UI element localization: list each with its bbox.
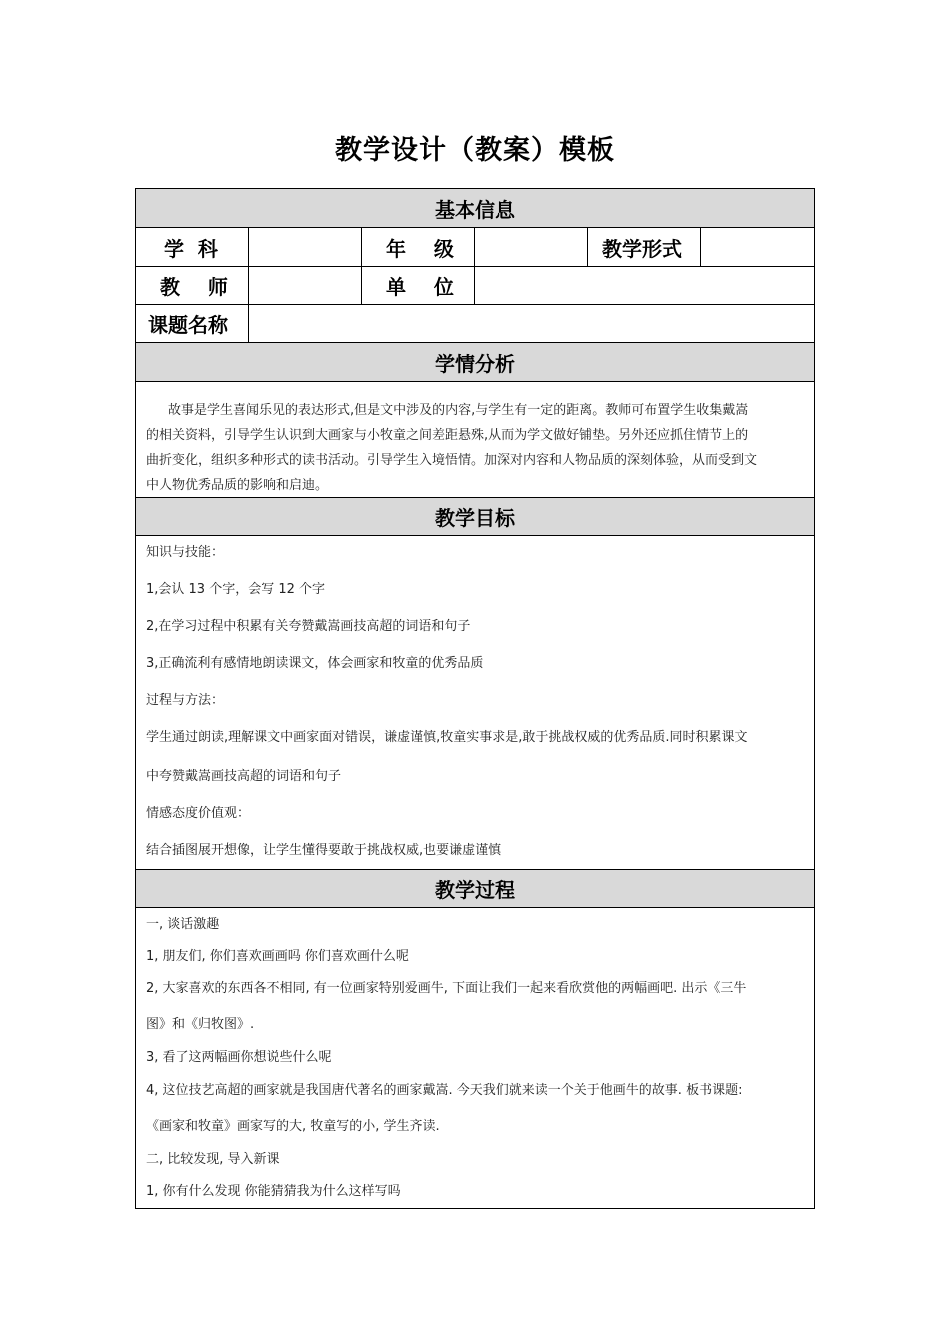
analysis-line: 中人物优秀品质的影响和启迪。 [146,478,329,493]
process-line: 4, 这位技艺高超的画家就是我国唐代著名的画家戴嵩. 今天我们就来读一个关于他画牛的故事. 板书课题: [146,1083,743,1098]
objective-line: 结合插图展开想像，让学生懂得要敢于挑战权威,也要谦虚谨慎 [146,843,502,858]
basic-row-2 [136,266,814,304]
objective-line: 学生通过朗读,理解课文中画家面对错误，谦虚谨慎,牧童实事求是,敢于挑战权威的优秀品质.同时积累课文 [146,730,748,745]
basic-row-3 [136,304,814,342]
process-line: 一, 谈话激趣 [146,917,220,932]
grade-value[interactable] [475,228,588,266]
form-value[interactable] [701,228,814,266]
objective-line: 3,正确流利有感情地朗读课文，体会画家和牧童的优秀品质 [146,656,484,671]
grade-label: 年 级 [362,228,475,266]
topic-value[interactable] [249,305,814,342]
unit-value[interactable] [475,267,814,304]
process-header: 教学过程 [136,869,814,907]
process-body [136,907,814,1208]
page-title: 教学设计（教案）模板 [335,135,615,166]
objective-line: 情感态度价值观： [146,806,251,821]
analysis-line: 的相关资料，引导学生认识到大画家与小牧童之间差距悬殊,从而为学文做好铺垫。另外还应抓住情节上的 [146,428,749,443]
process-line: 1, 你有什么发现 你能猜猜我为什么这样写吗 [146,1184,401,1199]
process-line: 图》和《归牧图》. [146,1017,255,1032]
unit-label: 单 位 [362,267,475,304]
objective-line: 过程与方法： [146,693,225,708]
objective-line: 中夸赞戴嵩画技高超的词语和句子 [146,769,342,784]
process-line: 2, 大家喜欢的东西各不相同, 有一位画家特别爱画牛, 下面让我们一起来看欣赏他的两幅画吧. 出示《三牛 [146,981,747,996]
basic-row-1 [136,227,814,266]
objective-line: 知识与技能： [146,545,225,560]
form-label: 教学形式 [588,228,701,266]
teacher-value[interactable] [249,267,362,304]
process-line: 《画家和牧童》画家写的大, 牧童写的小, 学生齐读. [146,1119,440,1134]
objective-line: 2,在学习过程中积累有关夸赞戴嵩画技高超的词语和句子 [146,619,471,634]
subject-value[interactable] [249,228,362,266]
process-line: 1, 朋友们, 你们喜欢画画吗 你们喜欢画什么呢 [146,949,409,964]
process-line: 3, 看了这两幅画你想说些什么呢 [146,1050,332,1065]
analysis-line: 故事是学生喜闻乐见的表达形式,但是文中涉及的内容,与学生有一定的距离。教师可布置学生收集戴嵩 [168,403,749,418]
basic-info-header: 基本信息 [136,189,814,227]
teacher-label: 教 师 [136,267,249,304]
subject-label: 学 科 [136,228,249,266]
topic-label: 课题名称 [136,305,249,342]
analysis-line: 曲折变化，组织多种形式的读书活动。引导学生入境悟情。加深对内容和人物品质的深刻体验，从而受到文 [146,453,758,468]
objectives-body [136,535,814,869]
analysis-header: 学情分析 [136,342,814,381]
analysis-body [136,381,814,497]
lesson-plan-table [135,188,815,1209]
objective-line: 1,会认 13 个字，会写 12 个字 [146,582,326,597]
analysis-paragraph [146,398,810,498]
process-line: 二, 比较发现, 导入新课 [146,1152,280,1167]
objectives-header: 教学目标 [136,497,814,535]
